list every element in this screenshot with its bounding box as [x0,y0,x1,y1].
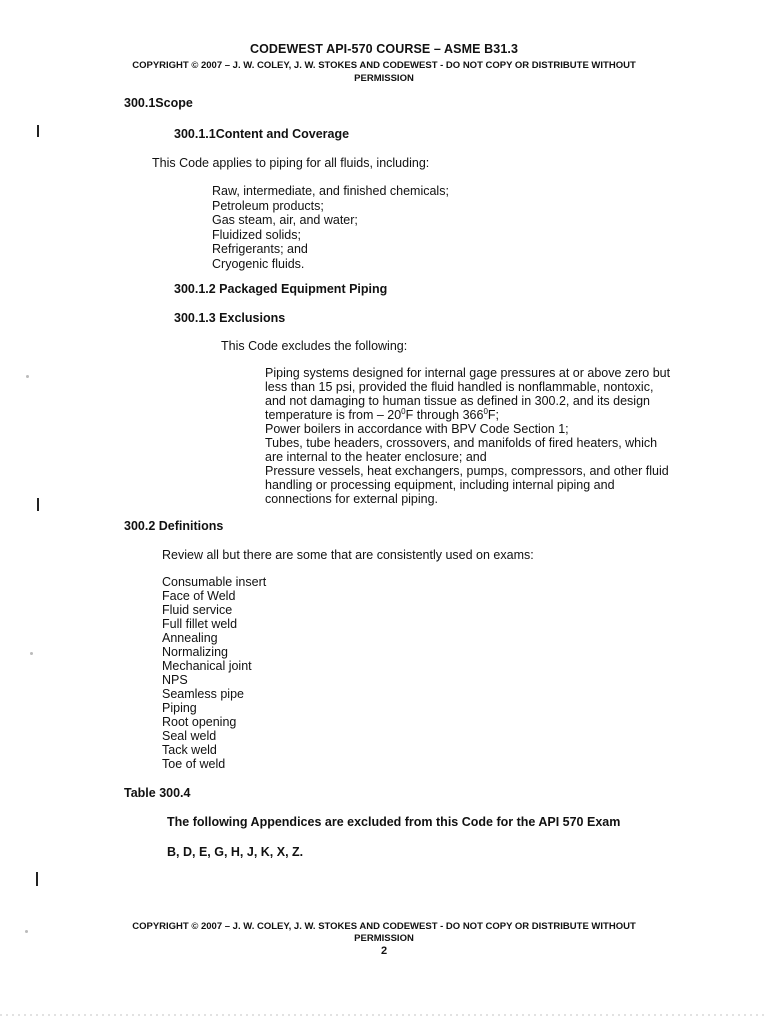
exclusion-line: Piping systems designed for internal gage pressures at or above zero but [265,366,671,380]
list-item: Gas steam, air, and water; [212,213,358,227]
list-item: Annealing [162,631,218,645]
binder-hole-mark [36,872,38,886]
appendices-note: The following Appendices are excluded from this Code for the API 570 Exam [167,815,621,829]
page-number: 2 [380,945,388,957]
table-heading: Table 300.4 [124,786,191,800]
exclusions-list [265,366,705,506]
binder-hole-mark [37,498,39,511]
exclusion-item-4 [265,464,705,506]
degree-superscript: 0 [483,406,488,416]
appendices-list: B, D, E, G, H, J, K, X, Z. [167,845,304,859]
scope-intro: This Code applies to piping for all fluids, including: [152,156,430,170]
scan-speck [25,930,28,933]
scope-heading: 300.1Scope [124,96,193,110]
exclusion-line: Pressure vessels, heat exchangers, pumps, compressors, and other fluid [265,464,669,478]
list-item: Mechanical joint [162,659,252,673]
exclusions-intro: This Code excludes the following: [221,339,408,353]
list-item: Tack weld [162,743,217,757]
exclusion-item-2: Power boilers in accordance with BPV Code Section 1; [265,422,569,436]
exclusion-line: less than 15 psi, provided the fluid handled is nonflammable, nontoxic, [265,380,654,394]
footer-copyright-line1: COPYRIGHT © 2007 – J. W. COLEY, J. W. STOKES AND CODEWEST - DO NOT COPY OR DISTRIBUTE WITHOUT [132,921,636,932]
list-item: Full fillet weld [162,617,238,631]
temperature-text: F through 366 [405,408,484,422]
packaged-equipment-heading: 300.1.2 Packaged Equipment Piping [174,282,388,296]
list-item: Cryogenic fluids. [212,256,305,271]
binder-hole-mark [37,125,39,137]
header-copyright-line1: COPYRIGHT © 2007 – J. W. COLEY, J. W. STOKES AND CODEWEST - DO NOT COPY OR DISTRIBUTE WITHOUT [132,60,636,71]
scan-border-dots [0,1014,768,1016]
header-copyright [0,59,768,85]
list-item: Consumable insert [162,575,267,589]
exclusion-line: Tubes, tube headers, crossovers, and manifolds of fired heaters, which [265,436,658,450]
list-item: Fluid service [162,603,233,617]
list-item: Raw, intermediate, and finished chemicals; [212,184,449,198]
footer-copyright [0,921,768,945]
temperature-text: F; [487,408,500,422]
list-item: Face of Weld [162,589,236,603]
list-item: Seamless pipe [162,687,244,701]
content-coverage-heading: 300.1.1Content and Coverage [174,127,350,141]
exclusions-heading: 300.1.3 Exclusions [174,311,286,325]
exclusion-line: and not damaging to human tissue as defined in 300.2, and its design [265,394,650,408]
exclusion-line: are internal to the heater enclosure; and [265,450,487,464]
list-item: Petroleum products; [212,198,324,213]
fluids-list [212,184,449,271]
list-item: Root opening [162,715,237,729]
list-item: Piping [162,701,197,715]
definitions-heading: 300.2 Definitions [124,519,224,533]
list-item: Fluidized solids; [212,227,301,242]
list-item: Refrigerants; and [212,242,308,256]
scan-speck [30,652,33,655]
exclusion-line: connections for external piping. [265,492,439,506]
list-item: Seal weld [162,729,217,743]
exclusion-item-3 [265,436,705,464]
definitions-list [162,575,266,771]
exclusion-line: handling or processing equipment, including internal piping and [265,478,615,492]
list-item: NPS [162,673,188,687]
footer-copyright-line2: PERMISSION [354,933,414,944]
scan-speck [26,375,29,378]
degree-superscript: 0 [401,406,406,416]
document-title: CODEWEST API-570 COURSE – ASME B31.3 [249,42,519,56]
header-copyright-line2: PERMISSION [354,73,414,84]
list-item: Normalizing [162,645,228,659]
temperature-text: temperature is from – 20 [265,408,402,422]
definitions-intro: Review all but there are some that are consistently used on exams: [162,548,534,562]
list-item: Toe of weld [162,757,226,771]
exclusion-line [265,408,705,422]
exclusion-item-1 [265,366,705,422]
